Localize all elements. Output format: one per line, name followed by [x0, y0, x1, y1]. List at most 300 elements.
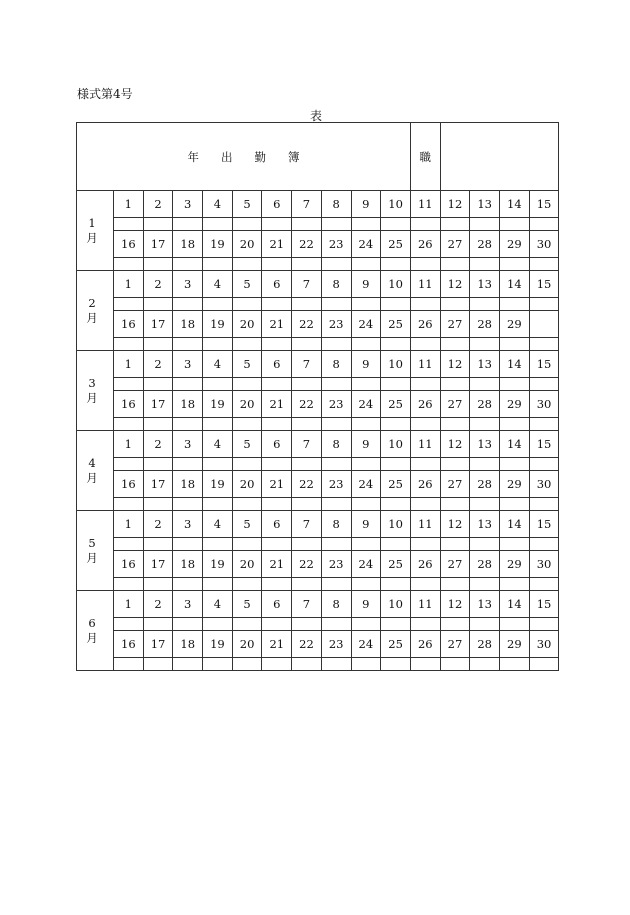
attendance-mark-cell[interactable]	[529, 418, 559, 431]
attendance-mark-cell[interactable]	[232, 258, 262, 271]
attendance-mark-cell[interactable]	[203, 498, 233, 511]
day-number-cell: 20	[232, 231, 262, 258]
attendance-mark-cell[interactable]	[529, 378, 559, 391]
attendance-mark-cell[interactable]	[143, 338, 173, 351]
attendance-mark-cell[interactable]	[173, 658, 203, 671]
attendance-mark-cell[interactable]	[351, 298, 381, 311]
month-label: 5 月	[77, 511, 114, 591]
attendance-mark-cell[interactable]	[381, 378, 411, 391]
attendance-mark-cell[interactable]	[529, 298, 559, 311]
attendance-mark-cell[interactable]	[262, 578, 292, 591]
attendance-mark-cell[interactable]	[351, 378, 381, 391]
day-number-cell: 21	[262, 231, 292, 258]
attendance-mark-cell[interactable]	[321, 218, 351, 231]
attendance-mark-cell[interactable]	[470, 418, 500, 431]
attendance-mark-cell[interactable]	[232, 538, 262, 551]
attendance-mark-cell[interactable]	[232, 498, 262, 511]
attendance-mark-cell[interactable]	[440, 298, 470, 311]
attendance-mark-cell[interactable]	[173, 538, 203, 551]
attendance-mark-cell[interactable]	[410, 458, 440, 471]
attendance-mark-cell[interactable]	[232, 418, 262, 431]
day-number-cell: 18	[173, 631, 203, 658]
day-number-cell: 11	[410, 591, 440, 618]
attendance-mark-cell[interactable]	[529, 538, 559, 551]
day-number-cell: 7	[292, 511, 322, 538]
attendance-mark-cell[interactable]	[351, 538, 381, 551]
day-number-cell: 12	[440, 431, 470, 458]
attendance-mark-cell[interactable]	[381, 498, 411, 511]
attendance-mark-cell[interactable]	[203, 458, 233, 471]
day-number-row	[77, 551, 559, 578]
attendance-mark-cell[interactable]	[410, 298, 440, 311]
attendance-mark-cell[interactable]	[410, 618, 440, 631]
day-number-cell: 11	[410, 511, 440, 538]
attendance-mark-cell[interactable]	[470, 218, 500, 231]
attendance-mark-cell[interactable]	[351, 458, 381, 471]
day-number-cell: 22	[292, 231, 322, 258]
day-number-cell: 18	[173, 551, 203, 578]
attendance-mark-cell[interactable]	[114, 458, 144, 471]
attendance-mark-cell[interactable]	[292, 498, 322, 511]
attendance-mark-cell[interactable]	[381, 458, 411, 471]
day-number-cell: 15	[529, 591, 559, 618]
attendance-mark-cell[interactable]	[381, 538, 411, 551]
attendance-mark-cell[interactable]	[262, 618, 292, 631]
day-number-cell: 24	[351, 311, 381, 338]
day-number-cell: 9	[351, 191, 381, 218]
attendance-mark-cell[interactable]	[232, 378, 262, 391]
day-number-cell: 19	[203, 471, 233, 498]
attendance-mark-cell[interactable]	[381, 298, 411, 311]
attendance-mark-cell[interactable]	[173, 258, 203, 271]
attendance-mark-cell[interactable]	[500, 338, 530, 351]
attendance-mark-cell[interactable]	[500, 458, 530, 471]
attendance-mark-cell[interactable]	[321, 618, 351, 631]
day-number-cell: 22	[292, 471, 322, 498]
attendance-mark-cell[interactable]	[143, 498, 173, 511]
attendance-mark-cell[interactable]	[440, 218, 470, 231]
attendance-mark-cell[interactable]	[440, 538, 470, 551]
shoku-entry-cell[interactable]	[440, 123, 559, 191]
attendance-mark-cell[interactable]	[470, 578, 500, 591]
day-number-cell: 19	[203, 631, 233, 658]
day-number-cell: 23	[321, 471, 351, 498]
month-label: 3 月	[77, 351, 114, 431]
attendance-mark-cell[interactable]	[143, 578, 173, 591]
attendance-mark-cell[interactable]	[292, 618, 322, 631]
attendance-mark-cell[interactable]	[114, 498, 144, 511]
attendance-mark-cell[interactable]	[262, 658, 292, 671]
attendance-mark-cell[interactable]	[114, 578, 144, 591]
day-number-cell: 25	[381, 551, 411, 578]
attendance-mark-cell[interactable]	[173, 458, 203, 471]
attendance-mark-cell[interactable]	[351, 258, 381, 271]
attendance-mark-cell[interactable]	[351, 418, 381, 431]
attendance-mark-cell[interactable]	[262, 258, 292, 271]
attendance-mark-cell[interactable]	[173, 618, 203, 631]
attendance-mark-cell[interactable]	[292, 218, 322, 231]
month-label: 4 月	[77, 431, 114, 511]
attendance-mark-cell[interactable]	[173, 578, 203, 591]
attendance-mark-cell[interactable]	[440, 378, 470, 391]
attendance-mark-cell[interactable]	[114, 258, 144, 271]
attendance-mark-cell[interactable]	[470, 618, 500, 631]
attendance-mark-cell[interactable]	[381, 418, 411, 431]
day-number-cell: 25	[381, 311, 411, 338]
day-number-cell: 19	[203, 551, 233, 578]
attendance-mark-cell[interactable]	[114, 218, 144, 231]
attendance-mark-cell[interactable]	[321, 298, 351, 311]
attendance-mark-cell[interactable]	[292, 378, 322, 391]
attendance-mark-cell[interactable]	[321, 458, 351, 471]
attendance-mark-cell[interactable]	[529, 258, 559, 271]
day-number-cell: 17	[143, 231, 173, 258]
month-label: 1 月	[77, 191, 114, 271]
attendance-mark-cell[interactable]	[381, 258, 411, 271]
day-number-cell: 26	[410, 231, 440, 258]
day-number-cell: 17	[143, 471, 173, 498]
attendance-mark-cell[interactable]	[500, 578, 530, 591]
attendance-mark-cell[interactable]	[351, 218, 381, 231]
attendance-mark-cell[interactable]	[500, 298, 530, 311]
attendance-mark-cell[interactable]	[292, 258, 322, 271]
day-number-cell: 1	[114, 271, 144, 298]
attendance-mark-cell[interactable]	[321, 578, 351, 591]
day-number-cell: 19	[203, 391, 233, 418]
attendance-mark-cell[interactable]	[292, 538, 322, 551]
attendance-mark-cell[interactable]	[440, 498, 470, 511]
day-number-cell: 15	[529, 271, 559, 298]
attendance-mark-cell[interactable]	[529, 618, 559, 631]
day-number-cell: 22	[292, 311, 322, 338]
day-number-cell: 5	[232, 191, 262, 218]
attendance-mark-cell[interactable]	[470, 498, 500, 511]
attendance-entry-row	[77, 378, 559, 391]
day-number-cell: 15	[529, 351, 559, 378]
day-number-cell: 9	[351, 271, 381, 298]
attendance-mark-cell[interactable]	[262, 218, 292, 231]
attendance-mark-cell[interactable]	[143, 538, 173, 551]
attendance-mark-cell[interactable]	[292, 658, 322, 671]
attendance-mark-cell[interactable]	[351, 338, 381, 351]
day-number-cell: 10	[381, 591, 411, 618]
attendance-mark-cell[interactable]	[232, 218, 262, 231]
attendance-mark-cell[interactable]	[440, 658, 470, 671]
attendance-mark-cell[interactable]	[351, 658, 381, 671]
attendance-mark-cell[interactable]	[262, 498, 292, 511]
attendance-mark-cell[interactable]	[529, 458, 559, 471]
attendance-mark-cell[interactable]	[470, 658, 500, 671]
attendance-mark-cell[interactable]	[381, 618, 411, 631]
attendance-mark-cell[interactable]	[114, 298, 144, 311]
attendance-mark-cell[interactable]	[440, 418, 470, 431]
attendance-mark-cell[interactable]	[381, 578, 411, 591]
attendance-mark-cell[interactable]	[500, 618, 530, 631]
day-number-cell: 26	[410, 311, 440, 338]
day-number-cell: 27	[440, 391, 470, 418]
attendance-mark-cell[interactable]	[203, 538, 233, 551]
attendance-mark-cell[interactable]	[440, 618, 470, 631]
day-number-cell: 20	[232, 551, 262, 578]
day-number-cell: 14	[500, 511, 530, 538]
day-number-cell: 26	[410, 391, 440, 418]
day-number-cell: 28	[470, 311, 500, 338]
day-number-cell: 11	[410, 431, 440, 458]
attendance-mark-cell[interactable]	[529, 218, 559, 231]
attendance-mark-cell[interactable]	[203, 618, 233, 631]
day-number-cell: 24	[351, 231, 381, 258]
day-number-cell: 17	[143, 391, 173, 418]
attendance-mark-cell[interactable]	[232, 618, 262, 631]
attendance-mark-cell[interactable]	[143, 218, 173, 231]
attendance-mark-cell[interactable]	[203, 378, 233, 391]
attendance-mark-cell[interactable]	[410, 658, 440, 671]
day-number-cell: 3	[173, 191, 203, 218]
attendance-mark-cell[interactable]	[321, 658, 351, 671]
attendance-mark-cell[interactable]	[203, 658, 233, 671]
attendance-mark-cell[interactable]	[173, 418, 203, 431]
day-number-cell: 30	[529, 631, 559, 658]
attendance-mark-cell[interactable]	[470, 538, 500, 551]
attendance-mark-cell[interactable]	[173, 338, 203, 351]
day-number-cell: 7	[292, 431, 322, 458]
attendance-mark-cell[interactable]	[262, 538, 292, 551]
attendance-mark-cell[interactable]	[321, 338, 351, 351]
attendance-mark-cell[interactable]	[351, 498, 381, 511]
attendance-mark-cell[interactable]	[470, 298, 500, 311]
attendance-mark-cell[interactable]	[410, 538, 440, 551]
shoku-label: 職	[419, 149, 432, 164]
day-number-cell: 4	[203, 591, 233, 618]
day-number-cell: 7	[292, 191, 322, 218]
attendance-mark-cell[interactable]	[321, 418, 351, 431]
attendance-mark-cell[interactable]	[410, 338, 440, 351]
day-number-cell: 27	[440, 471, 470, 498]
day-number-row	[77, 431, 559, 458]
attendance-mark-cell[interactable]	[500, 258, 530, 271]
attendance-mark-cell[interactable]	[440, 338, 470, 351]
day-number-cell: 6	[262, 351, 292, 378]
attendance-mark-cell[interactable]	[529, 658, 559, 671]
month-label: 2 月	[77, 271, 114, 351]
attendance-mark-cell[interactable]	[529, 498, 559, 511]
day-number-cell: 16	[114, 631, 144, 658]
title-char: 年	[187, 149, 199, 164]
day-number-row	[77, 391, 559, 418]
attendance-mark-cell[interactable]	[351, 618, 381, 631]
day-number-cell: 6	[262, 591, 292, 618]
attendance-mark-cell[interactable]	[232, 298, 262, 311]
day-number-cell: 26	[410, 551, 440, 578]
attendance-mark-cell[interactable]	[173, 498, 203, 511]
attendance-mark-cell[interactable]	[410, 258, 440, 271]
attendance-mark-cell[interactable]	[410, 418, 440, 431]
attendance-mark-cell[interactable]	[500, 538, 530, 551]
attendance-mark-cell[interactable]	[321, 258, 351, 271]
day-number-cell: 2	[143, 191, 173, 218]
attendance-mark-cell[interactable]	[321, 538, 351, 551]
attendance-mark-cell[interactable]	[143, 658, 173, 671]
day-number-cell: 30	[529, 231, 559, 258]
day-number-cell: 27	[440, 631, 470, 658]
attendance-mark-cell[interactable]	[410, 498, 440, 511]
day-number-cell: 7	[292, 271, 322, 298]
attendance-mark-cell[interactable]	[529, 578, 559, 591]
day-number-cell: 14	[500, 591, 530, 618]
day-number-cell: 4	[203, 271, 233, 298]
day-number-cell: 25	[381, 231, 411, 258]
day-number-cell: 6	[262, 511, 292, 538]
attendance-mark-cell[interactable]	[292, 458, 322, 471]
day-number-cell: 22	[292, 391, 322, 418]
attendance-mark-cell[interactable]	[262, 418, 292, 431]
day-number-cell: 19	[203, 231, 233, 258]
attendance-mark-cell[interactable]	[292, 338, 322, 351]
day-number-cell: 21	[262, 551, 292, 578]
day-number-cell: 23	[321, 231, 351, 258]
attendance-mark-cell[interactable]	[173, 378, 203, 391]
attendance-mark-cell[interactable]	[500, 378, 530, 391]
attendance-mark-cell[interactable]	[500, 218, 530, 231]
day-number-cell: 22	[292, 631, 322, 658]
day-number-cell: 29	[500, 471, 530, 498]
day-number-cell: 8	[321, 431, 351, 458]
attendance-mark-cell[interactable]	[440, 458, 470, 471]
attendance-mark-cell[interactable]	[351, 578, 381, 591]
attendance-entry-row	[77, 658, 559, 671]
attendance-mark-cell[interactable]	[410, 378, 440, 391]
attendance-mark-cell[interactable]	[173, 218, 203, 231]
attendance-mark-cell[interactable]	[440, 258, 470, 271]
attendance-mark-cell[interactable]	[381, 658, 411, 671]
attendance-mark-cell[interactable]	[114, 378, 144, 391]
attendance-mark-cell[interactable]	[203, 338, 233, 351]
attendance-mark-cell[interactable]	[529, 338, 559, 351]
attendance-mark-cell[interactable]	[143, 418, 173, 431]
day-number-cell: 4	[203, 511, 233, 538]
attendance-mark-cell[interactable]	[232, 338, 262, 351]
day-number-cell: 11	[410, 271, 440, 298]
day-number-cell: 16	[114, 231, 144, 258]
day-number-cell: 2	[143, 511, 173, 538]
day-number-cell: 18	[173, 231, 203, 258]
attendance-mark-cell[interactable]	[203, 298, 233, 311]
form-number-label: 様式第4号	[77, 87, 133, 101]
day-number-cell: 14	[500, 271, 530, 298]
attendance-mark-cell[interactable]	[232, 458, 262, 471]
day-number-cell: 9	[351, 591, 381, 618]
attendance-mark-cell[interactable]	[292, 578, 322, 591]
attendance-mark-cell[interactable]	[470, 338, 500, 351]
day-number-cell: 27	[440, 551, 470, 578]
attendance-mark-cell[interactable]	[262, 378, 292, 391]
attendance-mark-cell[interactable]	[203, 418, 233, 431]
attendance-mark-cell[interactable]	[500, 658, 530, 671]
attendance-mark-cell[interactable]	[500, 498, 530, 511]
day-number-row	[77, 311, 559, 338]
attendance-mark-cell[interactable]	[321, 498, 351, 511]
attendance-mark-cell[interactable]	[262, 458, 292, 471]
day-number-row	[77, 191, 559, 218]
attendance-mark-cell[interactable]	[143, 378, 173, 391]
attendance-mark-cell[interactable]	[143, 458, 173, 471]
day-number-row	[77, 631, 559, 658]
day-number-cell: 20	[232, 391, 262, 418]
day-number-cell: 10	[381, 431, 411, 458]
attendance-mark-cell[interactable]	[143, 258, 173, 271]
day-number-cell: 29	[500, 631, 530, 658]
attendance-mark-cell[interactable]	[114, 538, 144, 551]
attendance-mark-cell[interactable]	[203, 218, 233, 231]
day-number-cell: 10	[381, 271, 411, 298]
title-char: 出	[220, 149, 233, 164]
day-number-cell: 26	[410, 471, 440, 498]
day-number-cell: 8	[321, 511, 351, 538]
day-number-cell: 28	[470, 551, 500, 578]
attendance-mark-cell[interactable]	[500, 418, 530, 431]
day-number-row	[77, 351, 559, 378]
day-number-cell: 21	[262, 391, 292, 418]
attendance-mark-cell[interactable]	[470, 258, 500, 271]
attendance-mark-cell[interactable]	[114, 418, 144, 431]
attendance-entry-row	[77, 218, 559, 231]
shoku-label-cell	[410, 123, 440, 191]
day-number-cell: 3	[173, 591, 203, 618]
attendance-mark-cell[interactable]	[232, 658, 262, 671]
attendance-mark-cell[interactable]	[262, 298, 292, 311]
day-number-cell: 26	[410, 631, 440, 658]
attendance-mark-cell[interactable]	[470, 378, 500, 391]
attendance-mark-cell[interactable]	[114, 338, 144, 351]
day-number-cell: 3	[173, 351, 203, 378]
attendance-mark-cell[interactable]	[410, 218, 440, 231]
attendance-mark-cell[interactable]	[143, 618, 173, 631]
day-number-row	[77, 591, 559, 618]
day-number-cell: 10	[381, 191, 411, 218]
attendance-mark-cell[interactable]	[321, 378, 351, 391]
attendance-mark-cell[interactable]	[470, 458, 500, 471]
day-number-cell: 8	[321, 271, 351, 298]
day-number-cell: 12	[440, 511, 470, 538]
attendance-mark-cell[interactable]	[114, 618, 144, 631]
attendance-mark-cell[interactable]	[262, 338, 292, 351]
day-number-cell: 25	[381, 391, 411, 418]
day-number-cell: 13	[470, 511, 500, 538]
attendance-mark-cell[interactable]	[203, 258, 233, 271]
day-number-cell: 10	[381, 351, 411, 378]
attendance-mark-cell[interactable]	[173, 298, 203, 311]
day-number-cell: 30	[529, 551, 559, 578]
day-number-cell: 29	[500, 231, 530, 258]
day-number-cell: 23	[321, 631, 351, 658]
attendance-mark-cell[interactable]	[292, 298, 322, 311]
day-number-cell: 21	[262, 631, 292, 658]
attendance-mark-cell[interactable]	[143, 298, 173, 311]
attendance-mark-cell[interactable]	[440, 578, 470, 591]
attendance-mark-cell[interactable]	[381, 218, 411, 231]
attendance-mark-cell[interactable]	[114, 658, 144, 671]
attendance-entry-row	[77, 578, 559, 591]
day-number-cell: 24	[351, 551, 381, 578]
day-number-cell: 8	[321, 191, 351, 218]
attendance-mark-cell[interactable]	[381, 338, 411, 351]
attendance-mark-cell[interactable]	[203, 578, 233, 591]
attendance-mark-cell[interactable]	[410, 578, 440, 591]
day-number-cell: 4	[203, 431, 233, 458]
attendance-entry-row	[77, 458, 559, 471]
attendance-mark-cell[interactable]	[232, 578, 262, 591]
attendance-mark-cell[interactable]	[292, 418, 322, 431]
